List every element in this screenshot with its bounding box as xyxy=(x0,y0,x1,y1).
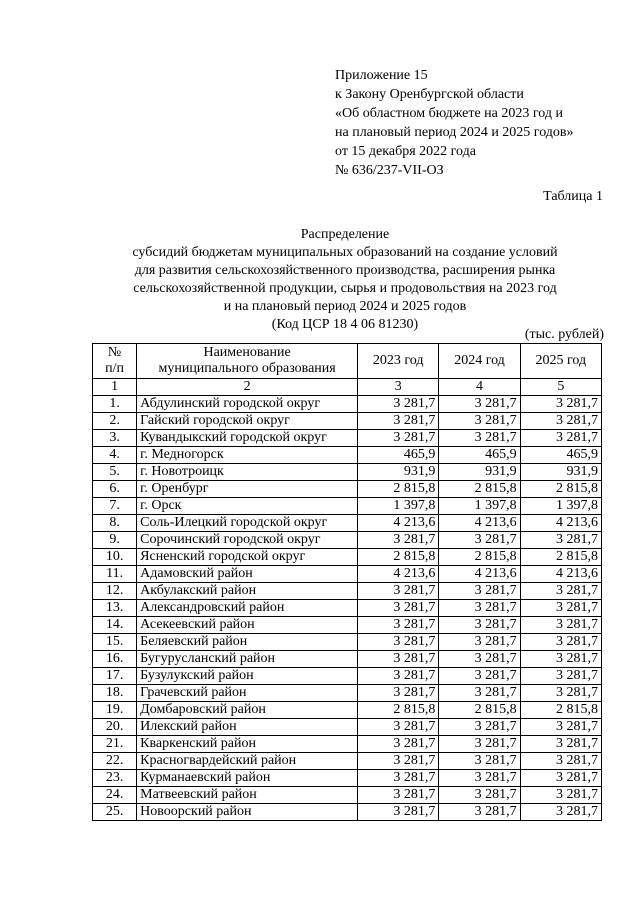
value-2024: 4 213,6 xyxy=(439,515,520,532)
value-2023: 3 281,7 xyxy=(358,617,439,634)
table-row xyxy=(93,685,602,702)
municipality-name: Матвеевский район xyxy=(137,787,358,804)
table-row xyxy=(93,583,602,600)
row-number: 24. xyxy=(93,787,137,804)
table-label: Таблица 1 xyxy=(543,189,603,204)
row-number: 19. xyxy=(93,702,137,719)
value-2023: 1 397,8 xyxy=(358,498,439,515)
row-number: 7. xyxy=(93,498,137,515)
value-2023: 931,9 xyxy=(358,464,439,481)
row-number: 8. xyxy=(93,515,137,532)
value-2025: 465,9 xyxy=(520,447,601,464)
appendix-line: «Об областном бюджете на 2023 год и xyxy=(335,106,563,121)
table-row xyxy=(93,549,602,566)
value-2025: 3 281,7 xyxy=(520,804,601,821)
value-2025: 931,9 xyxy=(520,464,601,481)
table-row xyxy=(93,668,602,685)
heading-line: и на плановый период 2024 и 2025 годов xyxy=(223,299,467,314)
table-row xyxy=(93,651,602,668)
row-number: 12. xyxy=(93,583,137,600)
table-row xyxy=(93,396,602,413)
value-2024: 4 213,6 xyxy=(439,566,520,583)
value-2024: 3 281,7 xyxy=(439,532,520,549)
value-2023: 3 281,7 xyxy=(358,600,439,617)
row-number: 9. xyxy=(93,532,137,549)
value-2023: 3 281,7 xyxy=(358,583,439,600)
table-row xyxy=(93,617,602,634)
index-cell: 2 xyxy=(137,379,358,396)
value-2024: 1 397,8 xyxy=(439,498,520,515)
value-2023: 4 213,6 xyxy=(358,566,439,583)
table-row xyxy=(93,804,602,821)
value-2024: 3 281,7 xyxy=(439,804,520,821)
municipality-name: Абдулинский городской округ xyxy=(137,396,358,413)
value-2025: 1 397,8 xyxy=(520,498,601,515)
table-row xyxy=(93,498,602,515)
municipality-name: Асекеевский район xyxy=(137,617,358,634)
value-2025: 3 281,7 xyxy=(520,583,601,600)
heading-line: для развития сельскохозяйственного производства, расширения рынка xyxy=(134,263,556,278)
value-2024: 3 281,7 xyxy=(439,787,520,804)
value-2023: 3 281,7 xyxy=(358,804,439,821)
municipality-name: г. Оренбург xyxy=(137,481,358,498)
table-header-row xyxy=(93,344,602,379)
row-number: 23. xyxy=(93,770,137,787)
row-number: 1. xyxy=(93,396,137,413)
document-heading xyxy=(100,226,590,334)
value-2023: 3 281,7 xyxy=(358,634,439,651)
appendix-line: от 15 декабря 2022 года xyxy=(335,144,476,159)
row-number: 11. xyxy=(93,566,137,583)
index-cell: 1 xyxy=(93,379,137,396)
value-2024: 3 281,7 xyxy=(439,685,520,702)
value-2025: 4 213,6 xyxy=(520,566,601,583)
value-2025: 3 281,7 xyxy=(520,719,601,736)
value-2024: 3 281,7 xyxy=(439,668,520,685)
appendix-line: на плановый период 2024 и 2025 годов» xyxy=(335,125,574,140)
header-2023: 2023 год xyxy=(358,344,439,379)
index-cell: 5 xyxy=(520,379,601,396)
table-row xyxy=(93,430,602,447)
table-row xyxy=(93,787,602,804)
value-2024: 3 281,7 xyxy=(439,430,520,447)
value-2025: 2 815,8 xyxy=(520,549,601,566)
value-2025: 3 281,7 xyxy=(520,396,601,413)
value-2025: 3 281,7 xyxy=(520,736,601,753)
table-index-row xyxy=(93,379,602,396)
row-number: 10. xyxy=(93,549,137,566)
value-2024: 465,9 xyxy=(439,447,520,464)
header-2024: 2024 год xyxy=(439,344,520,379)
row-number: 25. xyxy=(93,804,137,821)
table-row xyxy=(93,566,602,583)
table-row xyxy=(93,413,602,430)
value-2023: 3 281,7 xyxy=(358,396,439,413)
value-2025: 4 213,6 xyxy=(520,515,601,532)
value-2023: 3 281,7 xyxy=(358,787,439,804)
value-2023: 3 281,7 xyxy=(358,719,439,736)
value-2023: 3 281,7 xyxy=(358,668,439,685)
municipality-name: г. Новотроицк xyxy=(137,464,358,481)
appendix-block xyxy=(335,66,635,180)
value-2024: 3 281,7 xyxy=(439,753,520,770)
value-2023: 3 281,7 xyxy=(358,651,439,668)
value-2025: 3 281,7 xyxy=(520,770,601,787)
row-number: 14. xyxy=(93,617,137,634)
value-2023: 3 281,7 xyxy=(358,413,439,430)
value-2023: 3 281,7 xyxy=(358,532,439,549)
table-row xyxy=(93,770,602,787)
table-row xyxy=(93,532,602,549)
municipality-name: Новоорский район xyxy=(137,804,358,821)
value-2025: 3 281,7 xyxy=(520,787,601,804)
municipality-name: Илекский район xyxy=(137,719,358,736)
value-2024: 2 815,8 xyxy=(439,549,520,566)
value-2023: 2 815,8 xyxy=(358,481,439,498)
table-row xyxy=(93,702,602,719)
table-row xyxy=(93,481,602,498)
index-cell: 3 xyxy=(358,379,439,396)
value-2025: 3 281,7 xyxy=(520,532,601,549)
value-2024: 3 281,7 xyxy=(439,719,520,736)
value-2023: 2 815,8 xyxy=(358,549,439,566)
municipality-name: г. Медногорск xyxy=(137,447,358,464)
value-2024: 931,9 xyxy=(439,464,520,481)
value-2023: 2 815,8 xyxy=(358,702,439,719)
table-row xyxy=(93,600,602,617)
value-2023: 3 281,7 xyxy=(358,770,439,787)
table-row xyxy=(93,753,602,770)
value-2024: 2 815,8 xyxy=(439,481,520,498)
subsidy-table xyxy=(92,343,602,821)
heading-line: (Код ЦСР 18 4 06 81230) xyxy=(271,317,419,332)
row-number: 16. xyxy=(93,651,137,668)
units-label: (тыс. рублей) xyxy=(524,327,604,342)
value-2025: 2 815,8 xyxy=(520,702,601,719)
row-number: 4. xyxy=(93,447,137,464)
value-2024: 3 281,7 xyxy=(439,651,520,668)
appendix-line: № 636/237-VII-ОЗ xyxy=(335,163,444,178)
header-name: Наименование муниципального образования xyxy=(137,344,358,379)
value-2025: 3 281,7 xyxy=(520,634,601,651)
municipality-name: Александровский район xyxy=(137,600,358,617)
heading-line: сельскохозяйственной продукции, сырья и продовольствия на 2023 год xyxy=(133,281,557,296)
value-2025: 3 281,7 xyxy=(520,430,601,447)
value-2025: 3 281,7 xyxy=(520,685,601,702)
value-2024: 3 281,7 xyxy=(439,617,520,634)
value-2023: 3 281,7 xyxy=(358,685,439,702)
header-2025: 2025 год xyxy=(520,344,601,379)
row-number: 20. xyxy=(93,719,137,736)
heading-line: Распределение xyxy=(300,227,390,242)
value-2024: 3 281,7 xyxy=(439,396,520,413)
table-row xyxy=(93,515,602,532)
row-number: 17. xyxy=(93,668,137,685)
value-2025: 3 281,7 xyxy=(520,753,601,770)
table-row xyxy=(93,447,602,464)
municipality-name: Бугурусланский район xyxy=(137,651,358,668)
value-2023: 3 281,7 xyxy=(358,753,439,770)
municipality-name: Гайский городской округ xyxy=(137,413,358,430)
header-no: № п/п xyxy=(93,344,137,379)
value-2025: 2 815,8 xyxy=(520,481,601,498)
appendix-line: Приложение 15 xyxy=(335,68,428,83)
municipality-name: Бузулукский район xyxy=(137,668,358,685)
municipality-name: Адамовский район xyxy=(137,566,358,583)
value-2025: 3 281,7 xyxy=(520,413,601,430)
value-2024: 3 281,7 xyxy=(439,600,520,617)
table-row xyxy=(93,634,602,651)
row-number: 22. xyxy=(93,753,137,770)
municipality-name: Кваркенский район xyxy=(137,736,358,753)
row-number: 18. xyxy=(93,685,137,702)
table-row xyxy=(93,719,602,736)
value-2023: 4 213,6 xyxy=(358,515,439,532)
value-2025: 3 281,7 xyxy=(520,651,601,668)
heading-line: субсидий бюджетам муниципальных образований на создание условий xyxy=(132,245,558,260)
value-2025: 3 281,7 xyxy=(520,600,601,617)
municipality-name: Красногвардейский район xyxy=(137,753,358,770)
value-2023: 3 281,7 xyxy=(358,736,439,753)
municipality-name: Беляевский район xyxy=(137,634,358,651)
row-number: 15. xyxy=(93,634,137,651)
index-cell: 4 xyxy=(439,379,520,396)
municipality-name: Сорочинский городской округ xyxy=(137,532,358,549)
row-number: 3. xyxy=(93,430,137,447)
table-row xyxy=(93,464,602,481)
row-number: 21. xyxy=(93,736,137,753)
row-number: 2. xyxy=(93,413,137,430)
municipality-name: Соль-Илецкий городской округ xyxy=(137,515,358,532)
value-2024: 3 281,7 xyxy=(439,413,520,430)
value-2024: 3 281,7 xyxy=(439,634,520,651)
row-number: 5. xyxy=(93,464,137,481)
value-2024: 3 281,7 xyxy=(439,736,520,753)
value-2025: 3 281,7 xyxy=(520,617,601,634)
municipality-name: Домбаровский район xyxy=(137,702,358,719)
table-body xyxy=(93,396,602,821)
table-row xyxy=(93,736,602,753)
row-number: 6. xyxy=(93,481,137,498)
municipality-name: Курманаевский район xyxy=(137,770,358,787)
value-2024: 2 815,8 xyxy=(439,702,520,719)
value-2023: 465,9 xyxy=(358,447,439,464)
municipality-name: Акбулакский район xyxy=(137,583,358,600)
municipality-name: Кувандыкский городской округ xyxy=(137,430,358,447)
row-number: 13. xyxy=(93,600,137,617)
value-2024: 3 281,7 xyxy=(439,770,520,787)
value-2023: 3 281,7 xyxy=(358,430,439,447)
value-2025: 3 281,7 xyxy=(520,668,601,685)
municipality-name: Грачевский район xyxy=(137,685,358,702)
value-2024: 3 281,7 xyxy=(439,583,520,600)
appendix-line: к Закону Оренбургской области xyxy=(335,87,524,102)
municipality-name: г. Орск xyxy=(137,498,358,515)
municipality-name: Ясненский городской округ xyxy=(137,549,358,566)
